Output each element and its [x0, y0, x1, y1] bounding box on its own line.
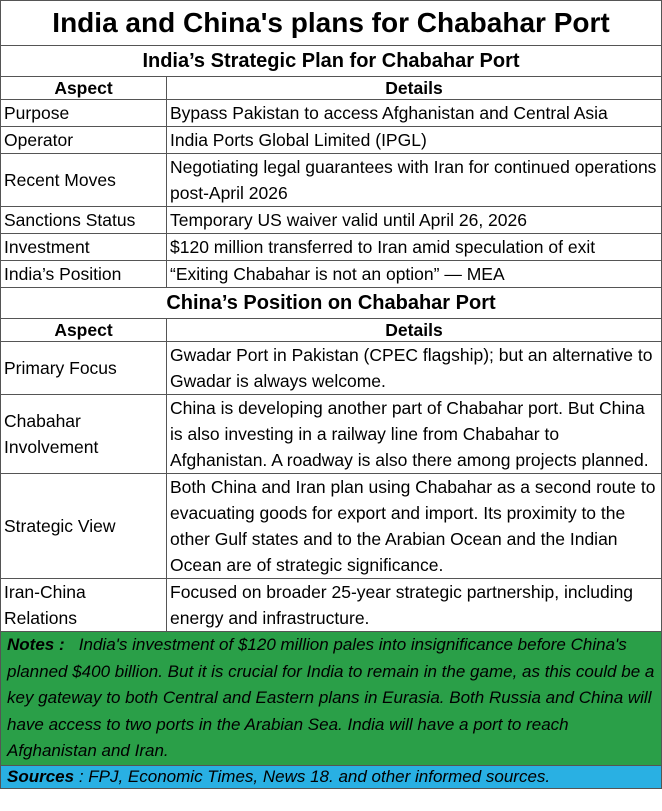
table-row — [1, 261, 662, 288]
china-col-aspect-header: Aspect — [1, 319, 167, 342]
notes-label: Notes — [7, 635, 55, 654]
table-row — [1, 395, 662, 474]
sources-label: Sources — [7, 766, 75, 786]
row-details: China is developing another part of Chabahar port. But China is also investing in a railway line from Chabahar to Afghanistan. A roadway is also there among projects planned. — [167, 395, 662, 474]
table-row — [1, 100, 662, 127]
row-aspect: Recent Moves — [1, 154, 167, 207]
china-section-heading: China’s Position on Chabahar Port — [1, 288, 662, 319]
sources-box: Sources : FPJ, Economic Times, News 18. and other informed sources. — [1, 765, 662, 788]
row-details: Gwadar Port in Pakistan (CPEC flagship); but an alternative to Gwadar is always welcome. — [167, 342, 662, 395]
row-details: Bypass Pakistan to access Afghanistan and Central Asia — [167, 100, 662, 127]
row-details: Focused on broader 25-year strategic partnership, including energy and infrastructure. — [167, 579, 662, 632]
table-row — [1, 579, 662, 632]
table-row — [1, 154, 662, 207]
row-details: Both China and Iran plan using Chabahar as a second route to evacuating goods for export and import. Its proximity to the other Gulf states and to the Arabian Ocean and the Indian Ocean are of strategic significance. — [167, 474, 662, 579]
notes-text: India's investment of $120 million pales into insignificance before China's planned $400 billion. But it is crucial for India to remain in the game, as this could be a key gateway to both Central and Eastern plans in Eurasia. Both Russia and China will have access to two ports in the Arabian Sea. India will have a port to reach Afghanistan and Iran. — [7, 635, 655, 760]
row-aspect: Investment — [1, 234, 167, 261]
row-details: India Ports Global Limited (IPGL) — [167, 127, 662, 154]
table-row — [1, 207, 662, 234]
row-aspect: Primary Focus — [1, 342, 167, 395]
page-title: India and China's plans for Chabahar Port — [1, 1, 662, 46]
notes-box: Notes : India's investment of $120 million pales into insignificance before China's planned $400 billion. But it is crucial for India to remain in the game, as this could be a key gateway to both Central and Eastern plans in Eurasia. Both Russia and China will have access to two ports in the Arabian Sea. India will have a port to reach Afghanistan and Iran. — [1, 632, 662, 766]
row-aspect: India’s Position — [1, 261, 167, 288]
india-col-details-header: Details — [167, 77, 662, 100]
row-aspect: Chabahar Involvement — [1, 395, 167, 474]
table-row — [1, 342, 662, 395]
row-details: Negotiating legal guarantees with Iran for continued operations post-April 2026 — [167, 154, 662, 207]
india-section-heading: India’s Strategic Plan for Chabahar Port — [1, 46, 662, 77]
table-row — [1, 474, 662, 579]
row-aspect: Sanctions Status — [1, 207, 167, 234]
china-col-details-header: Details — [167, 319, 662, 342]
row-aspect: Iran-China Relations — [1, 579, 167, 632]
row-aspect: Strategic View — [1, 474, 167, 579]
sources-text: FPJ, Economic Times, News 18. and other informed sources. — [88, 766, 551, 786]
row-details: “Exiting Chabahar is not an option” — MEA — [167, 261, 662, 288]
india-col-aspect-header: Aspect — [1, 77, 167, 100]
row-aspect: Operator — [1, 127, 167, 154]
row-details: $120 million transferred to Iran amid speculation of exit — [167, 234, 662, 261]
row-aspect: Purpose — [1, 100, 167, 127]
table-row — [1, 234, 662, 261]
row-details: Temporary US waiver valid until April 26, 2026 — [167, 207, 662, 234]
table-row — [1, 127, 662, 154]
